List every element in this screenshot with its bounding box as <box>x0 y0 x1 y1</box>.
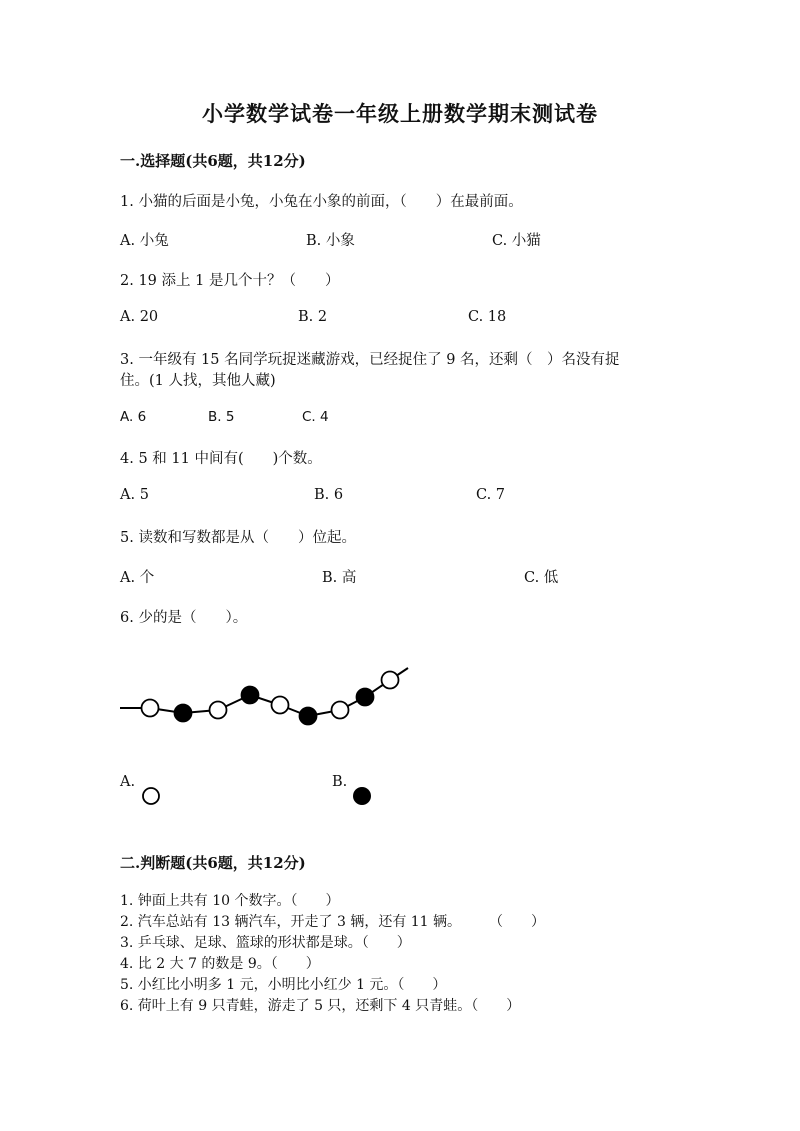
question-5-option-c: C. 低 <box>524 570 559 586</box>
judgement-item-6: 6. 荷叶上有 9 只青蛙，游走了 5 只，还剩下 4 只青蛙。（ ） <box>120 998 521 1014</box>
judgement-item-5: 5. 小红比小明多 1 元，小明比小红少 1 元。（ ） <box>120 977 447 993</box>
question-3-stem-line-1: 3. 一年级有 15 名同学玩捉迷藏游戏，已经捉住了 9 名，还剩（ ）名没有捉 <box>120 352 620 368</box>
question-2-option-c: C. 18 <box>468 309 507 325</box>
question-1-option-b: B. 小象 <box>306 233 355 249</box>
white-bead <box>210 702 227 719</box>
question-5-stem: 5. 读数和写数都是从（ ）位起。 <box>120 530 356 546</box>
black-bead <box>242 687 259 704</box>
question-3-option-c: C. 4 <box>302 409 329 425</box>
question-2-stem: 2. 19 添上 1 是几个十？（ ） <box>120 273 340 289</box>
judgement-item-4: 4. 比 2 大 7 的数是 9。（ ） <box>120 956 320 972</box>
white-bead <box>332 702 349 719</box>
white-circle-icon <box>142 787 162 807</box>
question-6-option-b: B. <box>332 774 348 790</box>
question-4-stem: 4. 5 和 11 中间有( )个数。 <box>120 451 322 467</box>
question-3-option-a: A. 6 <box>120 409 147 425</box>
question-5-option-a: A. 个 <box>120 570 155 586</box>
question-4-option-b: B. 6 <box>314 487 344 503</box>
question-1-option-a: A. 小兔 <box>120 233 169 249</box>
judgement-item-2: 2. 汽车总站有 13 辆汽车，开走了 3 辆，还有 11 辆。 （ ） <box>120 914 546 930</box>
white-bead <box>382 672 399 689</box>
question-2-option-b: B. 2 <box>298 309 328 325</box>
bead-group <box>142 672 399 725</box>
black-bead <box>357 689 374 706</box>
question-1-option-c: C. 小猫 <box>492 233 541 249</box>
white-bead <box>142 700 159 717</box>
black-circle-icon <box>353 787 373 807</box>
question-1-stem: 1. 小猫的后面是小兔，小兔在小象的前面，（ ）在最前面。 <box>120 194 523 210</box>
bead-string-figure <box>0 650 800 770</box>
white-bead <box>272 697 289 714</box>
question-6-stem: 6. 少的是（ ）。 <box>120 610 248 626</box>
question-6-option-a: A. <box>120 774 136 790</box>
section-heading-judgement: 二.判断题(共6题，共12分) <box>120 854 306 872</box>
question-4-option-c: C. 7 <box>476 487 506 503</box>
black-bead <box>175 705 192 722</box>
question-5-option-b: B. 高 <box>322 570 357 586</box>
question-2-option-a: A. 20 <box>120 309 159 325</box>
section-heading-choice: 一.选择题(共6题，共12分) <box>120 152 306 170</box>
judgement-item-1: 1. 钟面上共有 10 个数字。（ ） <box>120 893 340 909</box>
judgement-item-3: 3. 乒乓球、足球、篮球的形状都是球。（ ） <box>120 935 411 951</box>
question-3-option-b: B. 5 <box>208 409 235 425</box>
question-3-stem-line-2: 住。(1 人找，其他人藏) <box>120 373 276 389</box>
exam-title: 小学数学试卷一年级上册数学期末测试卷 <box>202 101 598 126</box>
black-bead <box>300 708 317 725</box>
question-4-option-a: A. 5 <box>120 487 149 503</box>
